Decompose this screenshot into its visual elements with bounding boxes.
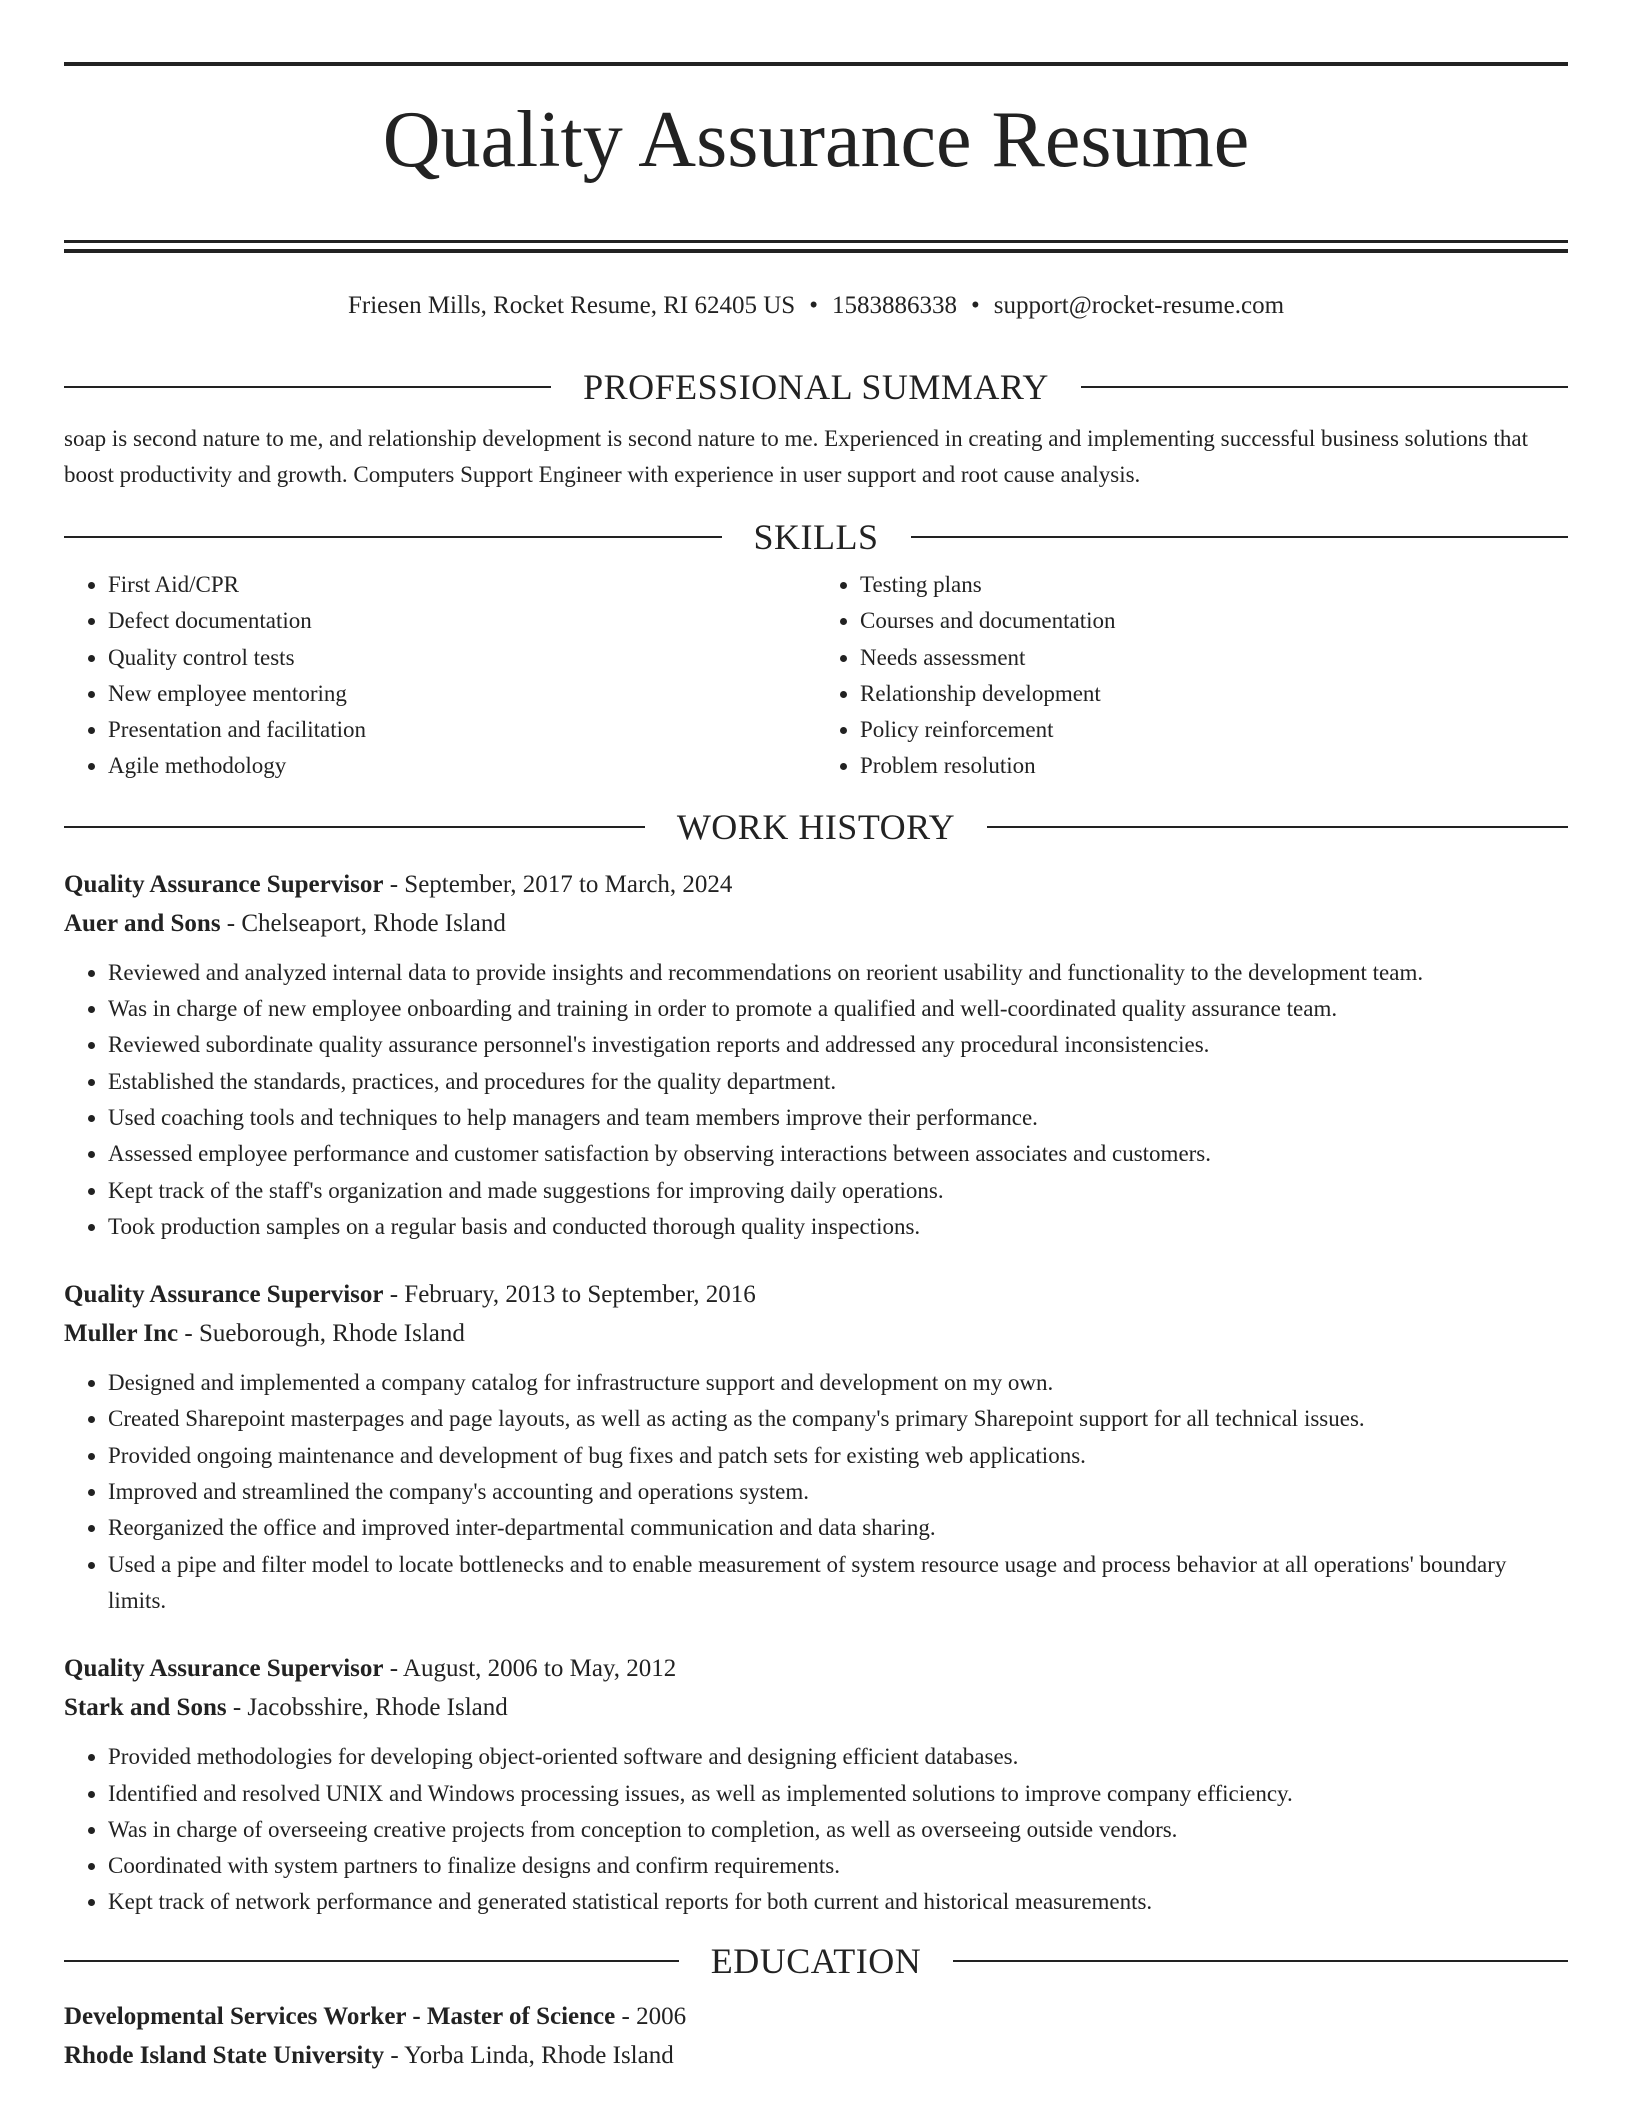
job-title: Quality Assurance Supervisor: [64, 1281, 384, 1309]
job-title-line: [64, 865, 1568, 904]
education-degree: Developmental Services Worker - Master of Science: [64, 2002, 616, 2030]
job-bullet: • Took production samples on a regular basis and conducted thorough quality inspections.: [108, 1209, 1568, 1245]
education-degree-line: [64, 1997, 1568, 2036]
job-bullet: • Reviewed subordinate quality assurance personnel's investigation reports and addressed any procedural inconsistencies.: [108, 1027, 1568, 1063]
job-bullet: • Reorganized the office and improved inter-departmental communication and data sharing.: [108, 1510, 1568, 1546]
job-company: Stark and Sons: [64, 1694, 227, 1722]
job-bullet: • Used a pipe and filter model to locate bottlenecks and to enable measurement of system resource usage and process behavior at all operations' boundary limits.: [108, 1547, 1568, 1620]
contact-separator: •: [970, 292, 980, 319]
job-dates: - August, 2006 to May, 2012: [383, 1655, 677, 1683]
job-title: Quality Assurance Supervisor: [64, 1655, 384, 1683]
job-bullets: [64, 1739, 1568, 1920]
job-bullet: • Reviewed and analyzed internal data to provide insights and recommendations on reorient usability and functionality to the development team.: [108, 955, 1568, 991]
education-school-line: [64, 2036, 1568, 2075]
job-bullet: • Coordinated with system partners to finalize designs and confirm requirements.: [108, 1848, 1568, 1884]
skill-item: • Problem resolution: [860, 748, 1568, 784]
skill-item: • First Aid/CPR: [108, 567, 816, 603]
education-year: - 2006: [615, 2002, 687, 2030]
skills-list: [64, 567, 1568, 785]
job-bullet: • Established the standards, practices, and procedures for the quality department.: [108, 1064, 1568, 1100]
contact-line: [64, 291, 1568, 321]
resume-page: [64, 0, 1568, 2075]
job-location: - Sueborough, Rhode Island: [178, 1320, 465, 1348]
job-bullets: [64, 1365, 1568, 1619]
job-bullet: • Provided ongoing maintenance and development of bug fixes and patch sets for existing web applications.: [108, 1438, 1568, 1474]
job-entry: [64, 1649, 1568, 1920]
job-bullet: • Assessed employee performance and customer satisfaction by observing interactions between associates and customers.: [108, 1136, 1568, 1172]
job-location: - Chelseaport, Rhode Island: [220, 909, 506, 937]
job-bullet: • Identified and resolved UNIX and Windows processing issues, as well as implemented solutions to improve company efficiency.: [108, 1776, 1568, 1812]
heading-rule-left: [64, 536, 722, 538]
heading-rule-left: [64, 1960, 679, 1962]
heading-rule-left: [64, 826, 645, 828]
heading-rule-left: [64, 386, 551, 388]
contact-email: support@rocket-resume.com: [993, 292, 1285, 319]
job-bullet: • Designed and implemented a company catalog for infrastructure support and development on my own.: [108, 1365, 1568, 1401]
job-dates: - September, 2017 to March, 2024: [383, 870, 733, 898]
work-heading: [64, 807, 1568, 847]
skill-item: • Needs assessment: [860, 640, 1568, 676]
education-entry: [64, 1997, 1568, 2075]
skill-item: • Presentation and facilitation: [108, 712, 816, 748]
job-entry: [64, 1275, 1568, 1619]
skill-item: • Defect documentation: [108, 603, 816, 639]
contact-separator: •: [809, 292, 818, 319]
job-bullets: [64, 955, 1568, 1245]
contact-address: Friesen Mills, Rocket Resume, RI 62405 US: [347, 292, 796, 319]
heading-rule-right: [911, 536, 1569, 538]
job-location: - Jacobsshire, Rhode Island: [226, 1694, 508, 1722]
work-heading-label: WORK HISTORY: [676, 806, 956, 847]
skill-item: • Policy reinforcement: [860, 712, 1568, 748]
summary-heading: [64, 367, 1568, 407]
title-double-rule: [64, 240, 1568, 253]
job-bullet: • Created Sharepoint masterpages and page layouts, as well as acting as the company's primary Sharepoint support for all technical issues.: [108, 1401, 1568, 1437]
job-company-line: [64, 904, 1568, 943]
job-bullet: • Provided methodologies for developing object-oriented software and designing efficient databases.: [108, 1739, 1568, 1775]
job-bullet: • Was in charge of new employee onboarding and training in order to promote a qualified and well-coordinated quality assurance team.: [108, 991, 1568, 1027]
job-entry: [64, 865, 1568, 1245]
contact-phone: 1583886338: [831, 292, 957, 319]
job-company-line: [64, 1688, 1568, 1727]
skill-item: • Courses and documentation: [860, 603, 1568, 639]
heading-rule-right: [987, 826, 1568, 828]
job-title: Quality Assurance Supervisor: [64, 870, 384, 898]
resume-title: Quality Assurance Resume: [382, 96, 1250, 184]
job-company: Auer and Sons: [64, 909, 221, 937]
education-heading: [64, 1941, 1568, 1981]
job-title-line: [64, 1275, 1568, 1314]
heading-rule-right: [1081, 386, 1568, 388]
job-company: Muller Inc: [64, 1320, 179, 1348]
job-bullet: • Kept track of network performance and generated statistical reports for both current and historical measurements.: [108, 1884, 1568, 1920]
top-rule: [64, 62, 1568, 66]
job-bullet: • Kept track of the staff's organization and made suggestions for improving daily operations.: [108, 1173, 1568, 1209]
job-company-line: [64, 1314, 1568, 1353]
skill-item: • Agile methodology: [108, 748, 816, 784]
skills-column-left: [64, 567, 816, 785]
skill-item: • Testing plans: [860, 567, 1568, 603]
heading-rule-right: [953, 1960, 1568, 1962]
education-location: - Yorba Linda, Rhode Island: [384, 2041, 674, 2069]
education-school: Rhode Island State University: [64, 2041, 385, 2069]
education-heading-label: EDUCATION: [710, 1940, 922, 1981]
job-bullet: • Was in charge of overseeing creative projects from conception to completion, as well as overseeing outside vendors.: [108, 1812, 1568, 1848]
skills-heading-label: SKILLS: [753, 517, 879, 557]
skills-column-right: [816, 567, 1568, 785]
job-title-line: [64, 1649, 1568, 1688]
job-bullet: • Improved and streamlined the company's accounting and operations system.: [108, 1474, 1568, 1510]
summary-text: soap is second nature to me, and relationship development is second nature to me. Experienced in creating and implementing successful business solutions that boost productivity and growth. Computers Support Engineer with experience in user support and root cause analysis.: [64, 426, 1528, 487]
skill-item: • Relationship development: [860, 676, 1568, 712]
job-bullet: • Used coaching tools and techniques to help managers and team members improve their performance.: [108, 1100, 1568, 1136]
skill-item: • Quality control tests: [108, 640, 816, 676]
job-dates: - February, 2013 to September, 2016: [383, 1281, 756, 1309]
skill-item: • New employee mentoring: [108, 676, 816, 712]
skills-heading: [64, 517, 1568, 557]
summary-heading-label: PROFESSIONAL SUMMARY: [583, 367, 1049, 407]
